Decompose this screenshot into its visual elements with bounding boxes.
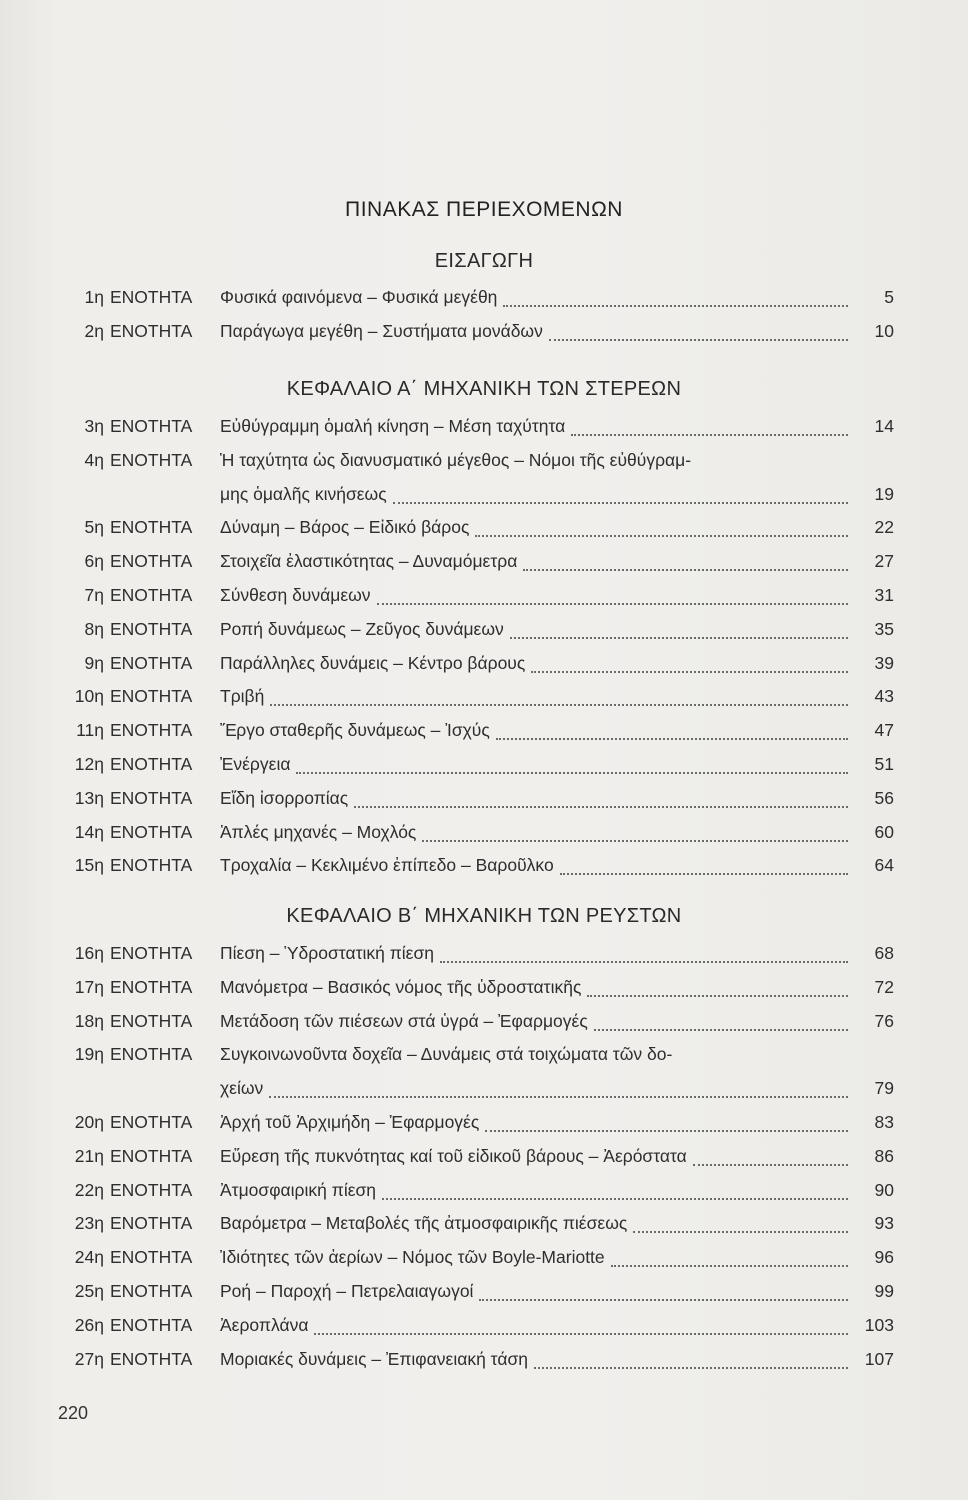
toc-entry[interactable] bbox=[0, 1281, 968, 1311]
entry-page-number: 68 bbox=[874, 943, 894, 963]
entry-page-number: 79 bbox=[874, 1078, 894, 1099]
toc-entry[interactable] bbox=[0, 1146, 968, 1176]
entry-title: Μανόμετρα – Βασικός νόμος τῆς ὑδροστατικῆς bbox=[220, 976, 582, 997]
dot-leader bbox=[496, 736, 848, 740]
entry-title: Βαρόμετρα – Μεταβολές τῆς ἀτμοσφαιρικῆς πιέσεως bbox=[220, 1213, 628, 1234]
toc-entry[interactable] bbox=[0, 686, 968, 716]
entry-unit-label: ΕΝΟΤΗΤΑ bbox=[110, 1044, 193, 1065]
entry-page-number: 5 bbox=[884, 287, 894, 307]
entry-unit-label: ΕΝΟΤΗΤΑ bbox=[110, 449, 193, 470]
entry-title: Δύναμη – Βάρος – Εἰδικό βάρος bbox=[220, 517, 470, 538]
toc-entry[interactable] bbox=[0, 653, 968, 683]
entry-title: Τροχαλία – Κεκλιμένο ἐπίπεδο – Βαροῦλκο bbox=[220, 855, 554, 876]
entry-number: 17η bbox=[74, 976, 104, 997]
toc-entry[interactable] bbox=[0, 1349, 968, 1379]
entry-title: Ἡ ταχύτητα ὡς διανυσματικό μέγεθος – Νόμοι τῆς εὐθύγραμ- bbox=[220, 449, 692, 470]
entry-number: 9η bbox=[84, 652, 104, 673]
entry-title-continued: χείων bbox=[220, 1078, 264, 1099]
entry-title: Μετάδοση τῶν πιέσεων στά ὑγρά – Ἐφαρμογές bbox=[220, 1010, 588, 1031]
dot-leader bbox=[354, 804, 848, 808]
dot-leader bbox=[270, 702, 848, 706]
dot-leader bbox=[269, 1094, 848, 1098]
entry-page-number: 76 bbox=[874, 1010, 894, 1031]
dot-leader bbox=[510, 635, 848, 639]
dot-leader bbox=[693, 1162, 848, 1166]
entry-page-number: 72 bbox=[874, 976, 894, 997]
dot-leader bbox=[549, 337, 848, 341]
dot-leader bbox=[587, 993, 848, 997]
entry-unit-label: ΕΝΟΤΗΤΑ bbox=[110, 416, 193, 436]
entry-number: 13η bbox=[74, 787, 104, 808]
entry-number: 10η bbox=[74, 686, 104, 707]
toc-entry[interactable] bbox=[0, 754, 968, 784]
entry-page-number: 31 bbox=[874, 585, 894, 605]
entry-title: Συγκοινωνοῦντα δοχεῖα – Δυνάμεις στά τοιχώματα τῶν δο- bbox=[220, 1044, 673, 1065]
entry-number: 27η bbox=[74, 1348, 104, 1369]
entry-title: Εὐθύγραμμη ὁμαλή κίνηση – Μέση ταχύτητα bbox=[220, 416, 566, 436]
dot-leader bbox=[422, 838, 848, 842]
entry-number: 5η bbox=[84, 517, 104, 538]
entry-title: Φυσικά φαινόμενα – Φυσικά μεγέθη bbox=[220, 287, 498, 307]
entry-title: Εἴδη ἰσορροπίας bbox=[220, 787, 349, 808]
entry-title: Ἀτμοσφαιρική πίεση bbox=[220, 1179, 377, 1200]
entry-unit-label: ΕΝΟΤΗΤΑ bbox=[110, 1314, 193, 1335]
toc-entry[interactable] bbox=[0, 822, 968, 852]
entry-page-number: 43 bbox=[874, 686, 894, 707]
entry-unit-label: ΕΝΟΤΗΤΑ bbox=[110, 1145, 193, 1166]
toc-entry[interactable] bbox=[0, 1180, 968, 1210]
toc-entry[interactable] bbox=[0, 585, 968, 615]
entry-title: Σύνθεση δυνάμεων bbox=[220, 585, 371, 605]
toc-entry[interactable] bbox=[0, 1247, 968, 1277]
entry-page-number: 103 bbox=[864, 1314, 894, 1335]
dot-leader bbox=[633, 1229, 848, 1233]
entry-page-number: 64 bbox=[874, 855, 894, 876]
entry-page-number: 60 bbox=[874, 821, 894, 842]
entry-number: 22η bbox=[74, 1179, 104, 1200]
entry-number: 25η bbox=[74, 1281, 104, 1301]
entry-title: Παράλληλες δυνάμεις – Κέντρο βάρους bbox=[220, 652, 526, 673]
toc-entry[interactable] bbox=[0, 1011, 968, 1041]
section-heading: ΚΕΦΑΛΑΙΟ Α΄ ΜΗΧΑΝΙΚΗ ΤΩΝ ΣΤΕΡΕΩΝ bbox=[286, 378, 682, 400]
entry-page-number: 96 bbox=[874, 1247, 894, 1268]
entry-unit-label: ΕΝΟΤΗΤΑ bbox=[110, 287, 193, 307]
dot-leader bbox=[531, 669, 848, 673]
entry-unit-label: ΕΝΟΤΗΤΑ bbox=[110, 585, 193, 605]
entry-page-number: 47 bbox=[874, 720, 894, 741]
entry-title: Ἔργο σταθερῆς δυνάμεως – Ἰσχύς bbox=[220, 720, 490, 741]
entry-number: 2η bbox=[84, 320, 104, 341]
entry-unit-label: ΕΝΟΤΗΤΑ bbox=[110, 551, 193, 572]
entry-number: 16η bbox=[74, 943, 104, 963]
entry-unit-label: ΕΝΟΤΗΤΑ bbox=[110, 787, 193, 808]
entry-page-number: 35 bbox=[874, 618, 894, 639]
entry-page-number: 51 bbox=[874, 754, 894, 774]
entry-unit-label: ΕΝΟΤΗΤΑ bbox=[110, 1247, 193, 1268]
dot-leader bbox=[523, 567, 848, 571]
entry-title: Ἰδιότητες τῶν ἀερίων – Νόμος τῶν Boyle-Mariotte bbox=[220, 1247, 605, 1268]
entry-title: Ροπή δυνάμεως – Ζεῦγος δυνάμεων bbox=[220, 618, 504, 639]
dot-leader bbox=[611, 1263, 848, 1267]
entry-number: 4η bbox=[84, 449, 104, 470]
dot-leader bbox=[594, 1027, 848, 1031]
entry-page-number: 39 bbox=[874, 652, 894, 673]
dot-leader bbox=[571, 432, 848, 436]
entry-page-number: 83 bbox=[874, 1112, 894, 1132]
entry-unit-label: ΕΝΟΤΗΤΑ bbox=[110, 943, 193, 963]
entry-unit-label: ΕΝΟΤΗΤΑ bbox=[110, 1348, 193, 1369]
entry-number: 14η bbox=[74, 821, 104, 842]
entry-title: Ἀεροπλάνα bbox=[220, 1314, 309, 1335]
entry-unit-label: ΕΝΟΤΗΤΑ bbox=[110, 976, 193, 997]
toc-entry[interactable] bbox=[0, 1315, 968, 1345]
entry-title: Ἀρχή τοῦ Ἀρχιμήδη – Ἐφαρμογές bbox=[220, 1112, 480, 1132]
dot-leader bbox=[296, 770, 848, 774]
entry-number: 18η bbox=[74, 1010, 104, 1031]
entry-page-number: 90 bbox=[874, 1179, 894, 1200]
entry-page-number: 10 bbox=[874, 320, 894, 341]
page-title: ΠΙΝΑΚΑΣ ΠΕΡΙΕΧΟΜΕΝΩΝ bbox=[345, 198, 623, 221]
entry-page-number: 107 bbox=[864, 1348, 894, 1369]
toc-entry[interactable] bbox=[0, 855, 968, 885]
toc-entry[interactable] bbox=[0, 977, 968, 1007]
entry-number: 20η bbox=[74, 1112, 104, 1132]
toc-entry[interactable] bbox=[0, 416, 968, 446]
toc-entry[interactable] bbox=[0, 1213, 968, 1243]
toc-entry[interactable] bbox=[0, 720, 968, 750]
entry-unit-label: ΕΝΟΤΗΤΑ bbox=[110, 1213, 193, 1234]
entry-title: Ἁπλές μηχανές – Μοχλός bbox=[220, 821, 417, 842]
entry-unit-label: ΕΝΟΤΗΤΑ bbox=[110, 1281, 193, 1301]
entry-unit-label: ΕΝΟΤΗΤΑ bbox=[110, 1112, 193, 1132]
section-heading: ΕΙΣΑΓΩΓΗ bbox=[434, 250, 534, 272]
entry-unit-label: ΕΝΟΤΗΤΑ bbox=[110, 855, 193, 876]
toc-entry[interactable] bbox=[0, 287, 968, 317]
entry-unit-label: ΕΝΟΤΗΤΑ bbox=[110, 754, 193, 774]
section-heading: ΚΕΦΑΛΑΙΟ Β΄ ΜΗΧΑΝΙΚΗ ΤΩΝ ΡΕΥΣΤΩΝ bbox=[286, 905, 682, 927]
entry-page-number: 14 bbox=[874, 416, 894, 436]
dot-leader bbox=[503, 303, 848, 307]
entry-title: Τριβή bbox=[220, 686, 265, 707]
dot-leader bbox=[314, 1331, 848, 1335]
entry-title: Ἐνέργεια bbox=[220, 754, 291, 774]
entry-unit-label: ΕΝΟΤΗΤΑ bbox=[110, 720, 193, 741]
entry-number: 26η bbox=[74, 1314, 104, 1335]
toc-entry[interactable] bbox=[0, 517, 968, 547]
entry-title-continued: μης ὁμαλῆς κινήσεως bbox=[220, 483, 387, 504]
toc-entry[interactable] bbox=[0, 943, 968, 973]
entry-unit-label: ΕΝΟΤΗΤΑ bbox=[110, 517, 193, 538]
entry-number: 15η bbox=[74, 855, 104, 876]
entry-number: 1η bbox=[84, 287, 104, 307]
entry-page-number: 93 bbox=[874, 1213, 894, 1234]
entry-unit-label: ΕΝΟΤΗΤΑ bbox=[110, 1010, 193, 1031]
entry-number: 24η bbox=[74, 1247, 104, 1268]
entry-page-number: 99 bbox=[874, 1281, 894, 1301]
dot-leader bbox=[475, 533, 848, 537]
page-number: 220 bbox=[58, 1403, 89, 1423]
toc-entry[interactable] bbox=[0, 450, 968, 514]
toc-entry[interactable] bbox=[0, 788, 968, 818]
entry-unit-label: ΕΝΟΤΗΤΑ bbox=[110, 618, 193, 639]
entry-title: Ροή – Παροχή – Πετρελαιαγωγοί bbox=[220, 1281, 474, 1301]
entry-page-number: 27 bbox=[874, 551, 894, 572]
entry-page-number: 86 bbox=[874, 1145, 894, 1166]
entry-number: 11η bbox=[76, 720, 104, 741]
entry-number: 12η bbox=[74, 754, 104, 774]
entry-title: Μοριακές δυνάμεις – Ἐπιφανειακή τάση bbox=[220, 1348, 528, 1369]
entry-page-number: 22 bbox=[874, 517, 894, 538]
entry-number: 3η bbox=[84, 416, 104, 436]
entry-number: 23η bbox=[74, 1213, 104, 1234]
dot-leader bbox=[560, 871, 848, 875]
dot-leader bbox=[440, 959, 848, 963]
entry-number: 8η bbox=[84, 618, 104, 639]
entry-title: Στοιχεῖα ἐλαστικότητας – Δυναμόμετρα bbox=[220, 551, 518, 572]
toc-entry[interactable] bbox=[0, 619, 968, 649]
toc-entry[interactable] bbox=[0, 1044, 968, 1108]
entry-number: 7η bbox=[84, 585, 104, 605]
toc-entry[interactable] bbox=[0, 321, 968, 351]
toc-entry[interactable] bbox=[0, 551, 968, 581]
entry-number: 19η bbox=[74, 1044, 104, 1065]
toc-entry[interactable] bbox=[0, 1112, 968, 1142]
dot-leader bbox=[382, 1196, 848, 1200]
entry-unit-label: ΕΝΟΤΗΤΑ bbox=[110, 320, 193, 341]
entry-number: 6η bbox=[84, 551, 104, 572]
dot-leader bbox=[534, 1365, 848, 1369]
entry-title: Πίεση – Ὑδροστατική πίεση bbox=[220, 943, 435, 963]
entry-unit-label: ΕΝΟΤΗΤΑ bbox=[110, 821, 193, 842]
dot-leader bbox=[393, 500, 848, 504]
entry-title: Εὕρεση τῆς πυκνότητας καί τοῦ εἰδικοῦ βάρους – Ἀερόστατα bbox=[220, 1145, 687, 1166]
entry-number: 21η bbox=[74, 1145, 104, 1166]
dot-leader bbox=[479, 1297, 848, 1301]
entry-unit-label: ΕΝΟΤΗΤΑ bbox=[110, 652, 193, 673]
entry-title: Παράγωγα μεγέθη – Συστήματα μονάδων bbox=[220, 320, 543, 341]
dot-leader bbox=[377, 601, 848, 605]
dot-leader bbox=[485, 1128, 848, 1132]
entry-unit-label: ΕΝΟΤΗΤΑ bbox=[110, 686, 193, 707]
entry-page-number: 19 bbox=[874, 483, 894, 504]
entry-page-number: 56 bbox=[874, 787, 894, 808]
entry-unit-label: ΕΝΟΤΗΤΑ bbox=[110, 1179, 193, 1200]
